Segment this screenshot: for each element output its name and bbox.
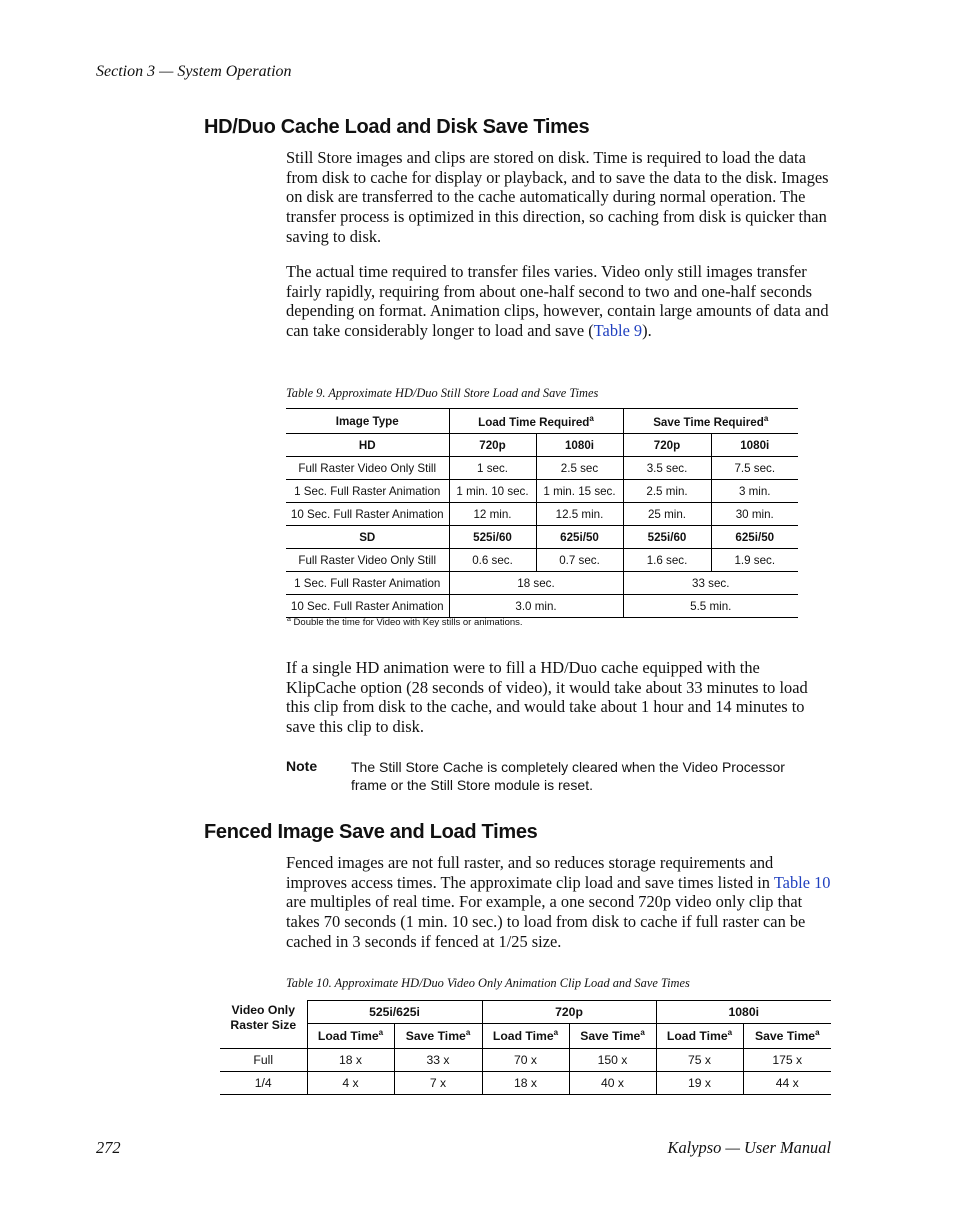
t10-corner-header: Video Only Raster Size [220, 1001, 307, 1049]
t9-row-type: 10 Sec. Full Raster Animation [286, 595, 449, 618]
t9-cell: 7.5 sec. [711, 457, 798, 480]
t9-row-type: Full Raster Video Only Still [286, 457, 449, 480]
t10-cell: 7 x [394, 1072, 482, 1095]
t9-hd-label: HD [358, 438, 376, 452]
paragraph-fenced-text: Fenced images are not full raster, and so reduces storage requirements and improves access times. The approximate clip load and save times listed in [286, 853, 774, 892]
t9-cell: 2.5 sec [536, 457, 623, 480]
t10-cell: 19 x [656, 1072, 743, 1095]
t9-hd-fmt: 720p [623, 434, 711, 457]
table-row [220, 1072, 831, 1095]
paragraph-transfer-text: The actual time required to transfer files varies. Video only still images transfer fairly rapidly, requiring from about one-half second to two and one-half seconds depending on format. Animation clips, however, contain large amounts of data and can take considerably longer to load and save ( [286, 262, 829, 341]
t9-cell: 1.9 sec. [711, 549, 798, 572]
t9-cell: 0.6 sec. [449, 549, 536, 572]
t9-hd-group-row [286, 434, 798, 457]
table9-footnote: $^a$ Double the time for Video with Key stills or animations. [287, 616, 523, 629]
section-heading-fenced: Fenced Image Save and Load Times [204, 821, 538, 843]
t9-hd-fmt: 1080i [711, 434, 798, 457]
paragraph-fenced-text: are multiples of real time. For example, a one second 720p video only clip that takes 70 seconds (1 min. 10 sec.) to load from disk to cache if full raster can be cached in 3 seconds if fenced at 1/25 size. [286, 892, 806, 951]
t10-cell: 70 x [482, 1049, 569, 1072]
paragraph-hd-animation: If a single HD animation were to fill a HD/Duo cache equipped with the KlipCache option (28 seconds of video), it would take about 33 minutes to load this clip from disk to the cache, and would take about 1 hour and 14 minutes to save this clip to disk. [286, 658, 808, 737]
t9-cell: 2.5 min. [623, 480, 711, 503]
t10-cell: 33 x [394, 1049, 482, 1072]
t9-header-load: Load Time Required$^a$ [449, 409, 623, 434]
t9-cell: 3.0 min. [449, 595, 623, 618]
table10-link[interactable]: Table 10 [773, 872, 831, 892]
table-row [286, 480, 798, 503]
t10-save-header: Save Time$^a$ [569, 1024, 656, 1049]
t10-cell: 150 x [569, 1049, 656, 1072]
t9-hd-fmt: 720p [449, 434, 536, 457]
t10-cell: 18 x [482, 1072, 569, 1095]
t10-cell: 40 x [569, 1072, 656, 1095]
table-row [220, 1049, 831, 1072]
t10-group-header: 1080i [656, 1001, 831, 1024]
t9-row-type: Full Raster Video Only Still [286, 549, 449, 572]
t9-cell: 1 min. 15 sec. [536, 480, 623, 503]
t9-cell: 12.5 min. [536, 503, 623, 526]
t9-cell: 1 sec. [449, 457, 536, 480]
table9-link[interactable]: Table 9 [593, 321, 643, 341]
t9-cell: 5.5 min. [623, 595, 798, 618]
paragraph-intro: Still Store images and clips are stored on disk. Time is required to load the data from disk to cache for display or playback, and to save the data to the disk. Images on disk are transferred to the cache automatically during normal operation. The transfer process is optimized in this direction, so caching from disk is quicker than saving to disk. [286, 148, 829, 246]
t10-cell: 175 x [743, 1049, 831, 1072]
t9-hd-fmt: 1080i [536, 434, 623, 457]
t10-group-header: 525i/625i [307, 1001, 482, 1024]
table9-caption: Table 9. Approximate HD/Duo Still Store Load and Save Times [286, 386, 599, 400]
t9-sd-fmt: 625i/50 [536, 526, 623, 549]
t10-cell: 18 x [307, 1049, 394, 1072]
t9-header-image-type: Image Type [286, 409, 449, 434]
page-number: 272 [96, 1138, 121, 1157]
paragraph-transfer-end: ). [642, 321, 652, 341]
t9-cell: 30 min. [711, 503, 798, 526]
note-label: Note [286, 758, 318, 774]
t9-cell: 18 sec. [449, 572, 623, 595]
t9-cell: 1 min. 10 sec. [449, 480, 536, 503]
t9-cell: 25 min. [623, 503, 711, 526]
t9-cell: 1.6 sec. [623, 549, 711, 572]
table-row [286, 595, 798, 618]
t10-cell: 4 x [307, 1072, 394, 1095]
t10-load-header: Load Time$^a$ [656, 1024, 743, 1049]
t9-sd-fmt: 525i/60 [449, 526, 536, 549]
t9-cell: 3 min. [711, 480, 798, 503]
section-heading-cache-load: HD/Duo Cache Load and Disk Save Times [204, 116, 590, 138]
t9-header-save: Save Time Required$^a$ [623, 409, 798, 434]
t10-load-header: Load Time$^a$ [482, 1024, 569, 1049]
t9-row-type: 1 Sec. Full Raster Animation [286, 480, 449, 503]
t10-cell: 44 x [743, 1072, 831, 1095]
footer-title: Kalypso — User Manual [667, 1138, 831, 1157]
t9-sd-group-row [286, 526, 798, 549]
t9-cell: 0.7 sec. [536, 549, 623, 572]
t10-save-header: Save Time$^a$ [743, 1024, 831, 1049]
paragraph-fenced [286, 853, 832, 952]
t10-group-header: 720p [482, 1001, 656, 1024]
note-text: The Still Store Cache is completely cleared when the Video Processor frame or the Still Store module is reset. [351, 759, 785, 793]
table10-caption: Table 10. Approximate HD/Duo Video Only Animation Clip Load and Save Times [286, 976, 690, 990]
t9-cell: 3.5 sec. [623, 457, 711, 480]
table10 [220, 1000, 831, 1095]
t9-sd-fmt: 625i/50 [711, 526, 798, 549]
t10-load-header: Load Time$^a$ [307, 1024, 394, 1049]
paragraph-transfer-times [286, 262, 832, 341]
table-row [286, 549, 798, 572]
t9-cell: 12 min. [449, 503, 536, 526]
t9-row-type: 10 Sec. Full Raster Animation [286, 503, 449, 526]
t10-save-header: Save Time$^a$ [394, 1024, 482, 1049]
t10-row-size: 1/4 [220, 1072, 307, 1095]
t9-sd-fmt: 525i/60 [623, 526, 711, 549]
table9 [286, 408, 798, 618]
t10-cell: 75 x [656, 1049, 743, 1072]
t9-cell: 33 sec. [623, 572, 798, 595]
table-row [286, 572, 798, 595]
t10-row-size: Full [220, 1049, 307, 1072]
running-head: Section 3 — System Operation [96, 63, 292, 80]
table-row [286, 457, 798, 480]
table-row [286, 503, 798, 526]
t9-row-type: 1 Sec. Full Raster Animation [286, 572, 449, 595]
t9-sd-label: SD [286, 526, 449, 549]
